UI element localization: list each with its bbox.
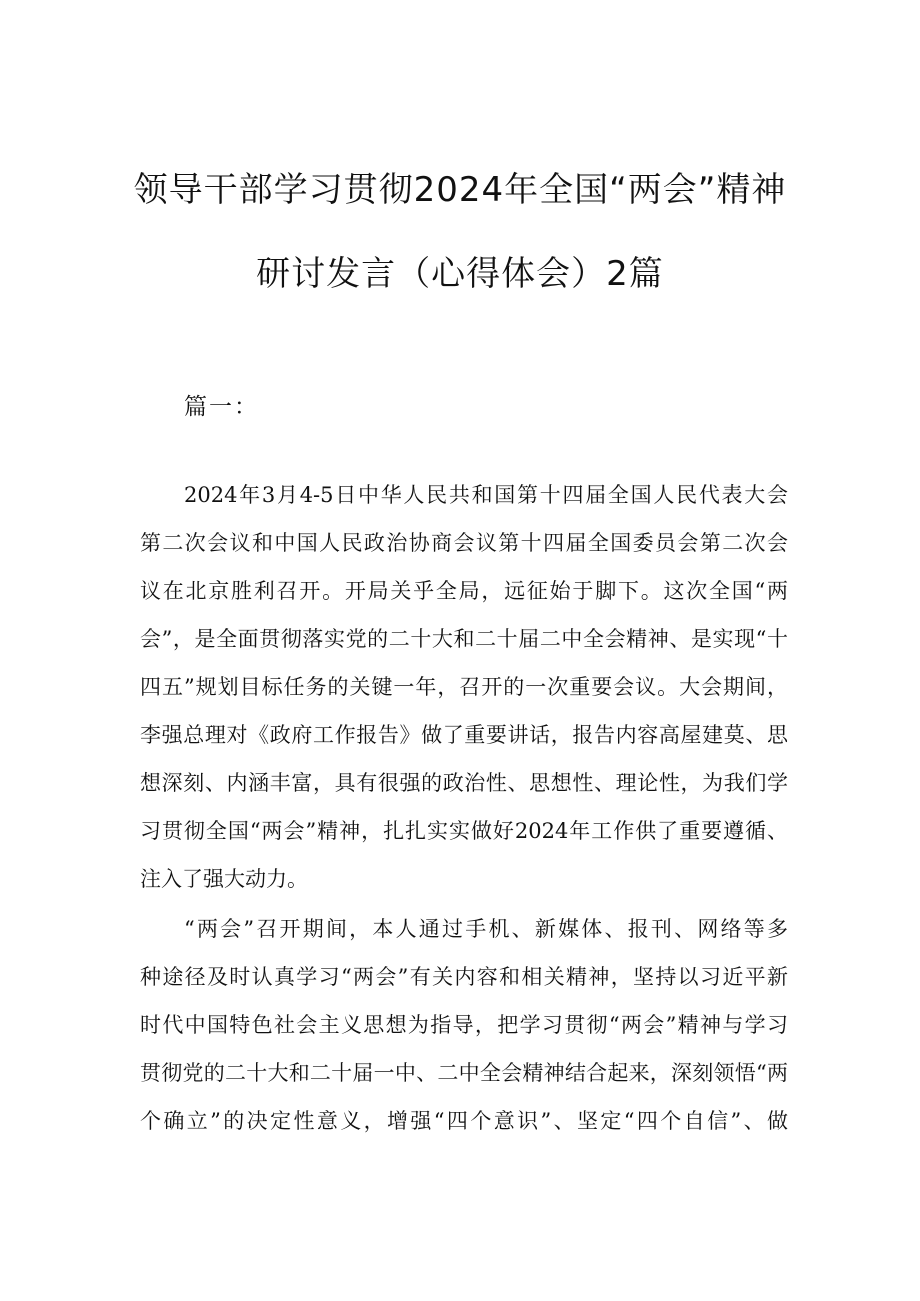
paragraph-1-line: 四五”规划目标任务的关键一年，召开的一次重要会议。大会期间， — [140, 675, 788, 699]
paragraph-1-line: 想深刻、内涵丰富，具有很强的政治性、思想性、理论性，为我们学 — [140, 771, 788, 795]
paragraph-2-line: “两会”召开期间，本人通过手机、新媒体、报刊、网络等多 — [184, 917, 788, 941]
paragraph-2-line: 种途径及时认真学习“两会”有关内容和相关精神，坚持以习近平新 — [140, 965, 788, 989]
paragraph-1-line: 会”，是全面贯彻落实党的二十大和二十届二中全会精神、是实现“十 — [140, 627, 788, 651]
document-title-line-2: 研讨发言（心得体会）2篇 — [256, 254, 664, 294]
paragraph-2-line: 时代中国特色社会主义思想为指导，把学习贯彻“两会”精神与学习 — [140, 1013, 788, 1037]
paragraph-1-line: 习贯彻全国“两会”精神，扎扎实实做好2024年工作供了重要遵循、 — [140, 819, 788, 843]
document-title-line-1: 领导干部学习贯彻2024年全国“两会”精神 — [133, 170, 787, 210]
paragraph-1-line: 注入了强大动力。 — [140, 867, 308, 891]
paragraph-2-line: 个确立”的决定性意义，增强“四个意识”、坚定“四个自信”、做 — [140, 1109, 788, 1133]
paragraph-1-line: 李强总理对《政府工作报告》做了重要讲话，报告内容高屋建莫、思 — [140, 723, 788, 747]
paragraph-2-line: 贯彻党的二十大和二十届一中、二中全会精神结合起来，深刻领悟“两 — [140, 1061, 788, 1085]
section-label: 篇一： — [184, 394, 259, 420]
paragraph-1-line: 2024年3月4-5日中华人民共和国第十四届全国人民代表大会 — [184, 483, 788, 507]
paragraph-1-line: 第二次会议和中国人民政治协商会议第十四届全国委员会第二次会 — [140, 531, 788, 555]
paragraph-1-line: 议在北京胜利召开。开局关乎全局，远征始于脚下。这次全国“两 — [140, 579, 788, 603]
